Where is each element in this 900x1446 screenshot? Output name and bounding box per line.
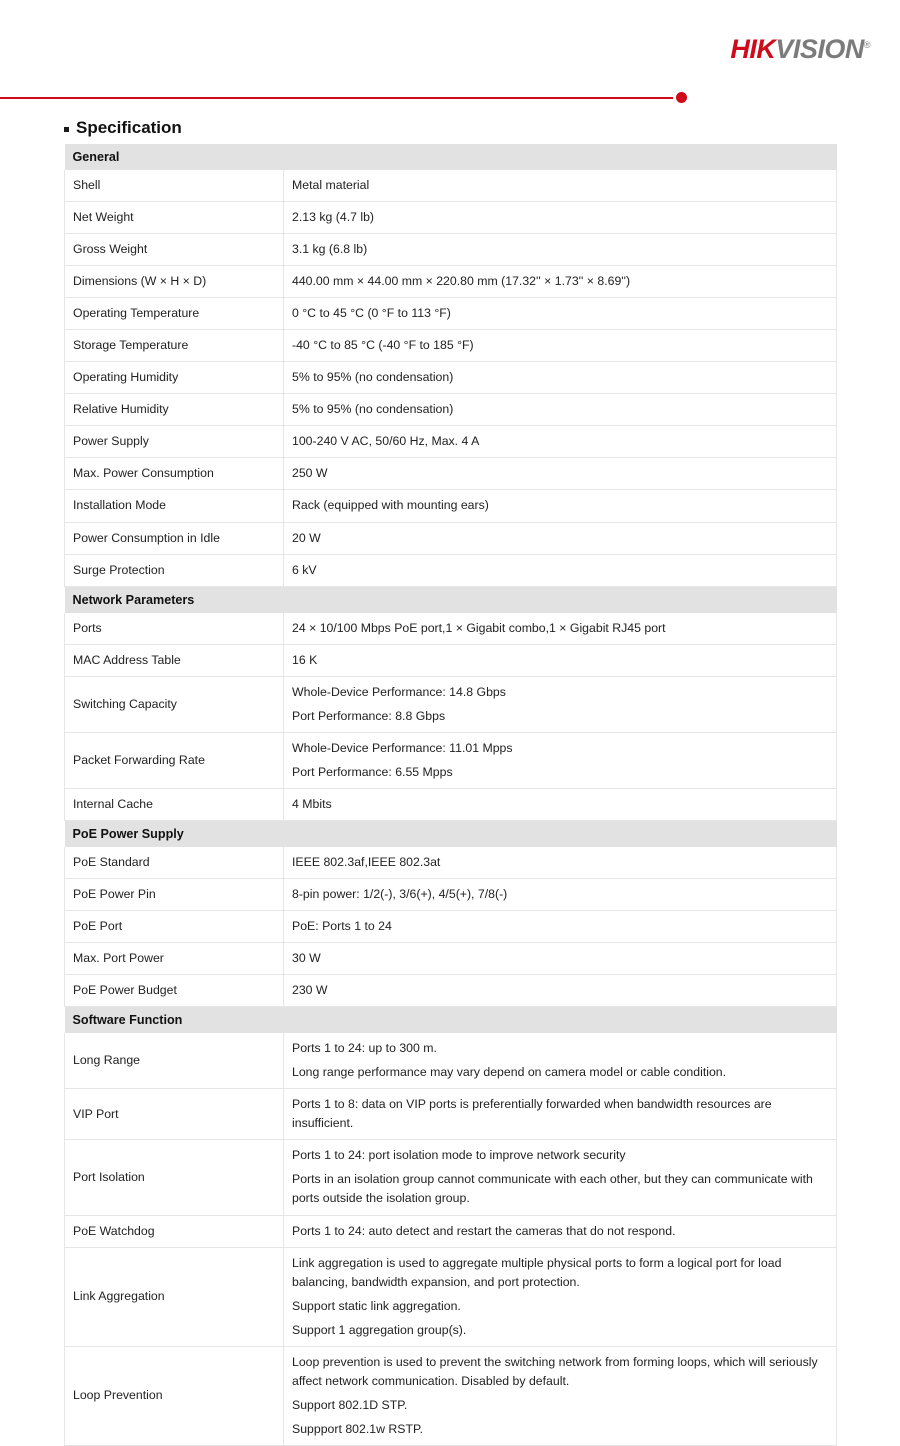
square-bullet-icon [64, 127, 69, 132]
spec-label-cell: Power Consumption in Idle [65, 522, 284, 554]
spec-value-line: Support static link aggregation. [292, 1298, 461, 1313]
registered-trademark-icon: ® [863, 40, 870, 50]
spec-value-line: Ports 1 to 24: port isolation mode to improve network security [292, 1148, 626, 1163]
spec-value-line: Ports 1 to 8: data on VIP ports is preferentially forwarded when bandwidth resources are insufficient. [292, 1097, 772, 1131]
spec-label-cell: Ports [65, 613, 284, 645]
spec-value-cell [284, 266, 837, 298]
table-row [65, 1247, 837, 1346]
group-header-label: Network Parameters [65, 586, 837, 613]
table-row [65, 613, 837, 645]
spec-value-line: 250 W [292, 466, 328, 481]
spec-value-line: 3.1 kg (6.8 lb) [292, 242, 368, 257]
table-row [65, 1140, 837, 1215]
spec-value-cell [284, 644, 837, 676]
spec-value-line: Rack (equipped with mounting ears) [292, 498, 489, 513]
spec-value-line: 16 K [292, 652, 318, 667]
group-header-label: PoE Power Supply [65, 820, 837, 847]
table-row [65, 298, 837, 330]
spec-value-cell [284, 298, 837, 330]
table-row [65, 330, 837, 362]
spec-label-cell: Operating Temperature [65, 298, 284, 330]
spec-label-cell: Dimensions (W × H × D) [65, 266, 284, 298]
table-row [65, 878, 837, 910]
table-row [65, 1346, 837, 1445]
spec-value-cell [284, 458, 837, 490]
spec-label-cell: Shell [65, 170, 284, 202]
table-row [65, 522, 837, 554]
table-group-header [65, 820, 837, 847]
page-title-text: Specification [76, 118, 182, 137]
spec-value-line: 4 Mbits [292, 796, 332, 811]
group-header-label: General [65, 144, 837, 170]
group-header-label: Software Function [65, 1007, 837, 1034]
spec-value-cell [284, 975, 837, 1007]
spec-value-line: Port Performance: 8.8 Gbps [292, 708, 446, 723]
table-row [65, 676, 837, 732]
spec-value-cell [284, 1247, 837, 1346]
spec-label-cell: PoE Power Pin [65, 878, 284, 910]
table-row [65, 458, 837, 490]
table-row [65, 1089, 837, 1140]
header-divider [0, 86, 900, 108]
spec-label-cell: PoE Power Budget [65, 975, 284, 1007]
spec-label-cell: Operating Humidity [65, 362, 284, 394]
spec-value-cell [284, 878, 837, 910]
spec-value-line: 5% to 95% (no condensation) [292, 370, 454, 385]
spec-label-cell: Storage Temperature [65, 330, 284, 362]
spec-value-line: -40 °C to 85 °C (-40 °F to 185 °F) [292, 338, 474, 353]
spec-value-line: Metal material [292, 178, 370, 192]
spec-value-line: Loop prevention is used to prevent the switching network from forming loops, which will seriously affect network communication. Disabled by default. [292, 1354, 818, 1388]
spec-label-cell: Link Aggregation [65, 1247, 284, 1346]
spec-value-cell [284, 676, 837, 732]
divider-dot-icon [676, 92, 687, 103]
spec-value-cell [284, 788, 837, 820]
spec-value-cell [284, 613, 837, 645]
specification-table [64, 144, 837, 1446]
page-header [0, 0, 900, 86]
spec-value-cell [284, 1089, 837, 1140]
spec-label-cell: Loop Prevention [65, 1346, 284, 1445]
logo-vision-text: VISION [775, 34, 864, 64]
spec-value-cell [284, 1140, 837, 1215]
spec-value-cell [284, 330, 837, 362]
spec-label-cell: Switching Capacity [65, 676, 284, 732]
spec-value-cell [284, 1033, 837, 1089]
table-row [65, 732, 837, 788]
table-row [65, 847, 837, 879]
table-row [65, 394, 837, 426]
spec-label-cell: PoE Watchdog [65, 1215, 284, 1247]
spec-value-cell [284, 911, 837, 943]
spec-value-line: Support 802.1D STP. [292, 1397, 408, 1412]
page-title [64, 118, 900, 138]
spec-value-line: Port Performance: 6.55 Mpps [292, 764, 453, 779]
table-row [65, 975, 837, 1007]
table-row [65, 234, 837, 266]
spec-value-line: Whole-Device Performance: 14.8 Gbps [292, 684, 506, 699]
spec-value-cell [284, 394, 837, 426]
spec-label-cell: VIP Port [65, 1089, 284, 1140]
table-group-header [65, 1007, 837, 1034]
table-row [65, 1033, 837, 1089]
spec-label-cell: Power Supply [65, 426, 284, 458]
spec-label-cell: Net Weight [65, 202, 284, 234]
spec-value-cell [284, 234, 837, 266]
spec-value-line: PoE: Ports 1 to 24 [292, 919, 392, 934]
spec-value-cell [284, 1215, 837, 1247]
spec-value-line: Whole-Device Performance: 11.01 Mpps [292, 740, 513, 755]
table-row [65, 788, 837, 820]
spec-value-line: 24 × 10/100 Mbps PoE port,1 × Gigabit combo,1 × Gigabit RJ45 port [292, 620, 666, 635]
table-row [65, 426, 837, 458]
spec-value-cell [284, 943, 837, 975]
table-row [65, 202, 837, 234]
spec-value-line: 100-240 V AC, 50/60 Hz, Max. 4 A [292, 434, 480, 449]
hikvision-logo [730, 36, 870, 63]
table-row [65, 170, 837, 202]
spec-value-line: Ports 1 to 24: up to 300 m. [292, 1041, 437, 1056]
spec-value-line: Ports 1 to 24: auto detect and restart the cameras that do not respond. [292, 1223, 676, 1238]
spec-value-cell [284, 490, 837, 522]
spec-label-cell: Max. Power Consumption [65, 458, 284, 490]
spec-label-cell: Max. Port Power [65, 943, 284, 975]
spec-value-cell [284, 847, 837, 879]
spec-value-line: 5% to 95% (no condensation) [292, 402, 454, 417]
spec-value-line: 440.00 mm × 44.00 mm × 220.80 mm (17.32'' × 1.73'' × 8.69'') [292, 274, 631, 289]
spec-value-cell [284, 362, 837, 394]
spec-label-cell: Port Isolation [65, 1140, 284, 1215]
spec-value-line: Suppport 802.1w RSTP. [292, 1421, 424, 1436]
table-row [65, 490, 837, 522]
spec-value-cell [284, 202, 837, 234]
table-row [65, 266, 837, 298]
spec-label-cell: Packet Forwarding Rate [65, 732, 284, 788]
spec-value-cell [284, 732, 837, 788]
spec-label-cell: Long Range [65, 1033, 284, 1089]
spec-value-cell [284, 522, 837, 554]
spec-value-line: Link aggregation is used to aggregate multiple physical ports to form a logical port for load balancing, bandwidth expansion, and port protection. [292, 1255, 782, 1289]
spec-value-line: 2.13 kg (4.7 lb) [292, 210, 375, 225]
spec-value-line: 20 W [292, 530, 321, 545]
spec-value-line: Ports in an isolation group cannot communicate with each other, but they can communicate with ports outside the isolation group. [292, 1172, 813, 1206]
table-group-header [65, 144, 837, 170]
table-row [65, 1215, 837, 1247]
spec-label-cell: MAC Address Table [65, 644, 284, 676]
spec-label-cell: Gross Weight [65, 234, 284, 266]
spec-value-cell [284, 554, 837, 586]
spec-value-cell [284, 1346, 837, 1445]
spec-value-line: 0 °C to 45 °C (0 °F to 113 °F) [292, 306, 451, 321]
spec-value-cell [284, 170, 837, 202]
spec-label-cell: Surge Protection [65, 554, 284, 586]
spec-label-cell: Installation Mode [65, 490, 284, 522]
spec-value-cell [284, 426, 837, 458]
table-row [65, 554, 837, 586]
spec-value-line: 30 W [292, 951, 321, 966]
spec-label-cell: Relative Humidity [65, 394, 284, 426]
spec-label-cell: PoE Standard [65, 847, 284, 879]
spec-value-line: Support 1 aggregation group(s). [292, 1322, 467, 1337]
spec-value-line: IEEE 802.3af,IEEE 802.3at [292, 854, 441, 869]
divider-line [0, 97, 673, 99]
spec-value-line: 8-pin power: 1/2(-), 3/6(+), 4/5(+), 7/8(-) [292, 886, 508, 901]
spec-value-line: 230 W [292, 983, 328, 998]
spec-label-cell: Internal Cache [65, 788, 284, 820]
table-row [65, 362, 837, 394]
table-row [65, 644, 837, 676]
logo-hik-text: HIK [730, 34, 776, 64]
spec-label-cell: PoE Port [65, 911, 284, 943]
table-group-header [65, 586, 837, 613]
table-row [65, 943, 837, 975]
spec-value-line: Long range performance may vary depend on camera model or cable condition. [292, 1065, 727, 1080]
table-row [65, 911, 837, 943]
spec-value-line: 6 kV [292, 562, 317, 577]
